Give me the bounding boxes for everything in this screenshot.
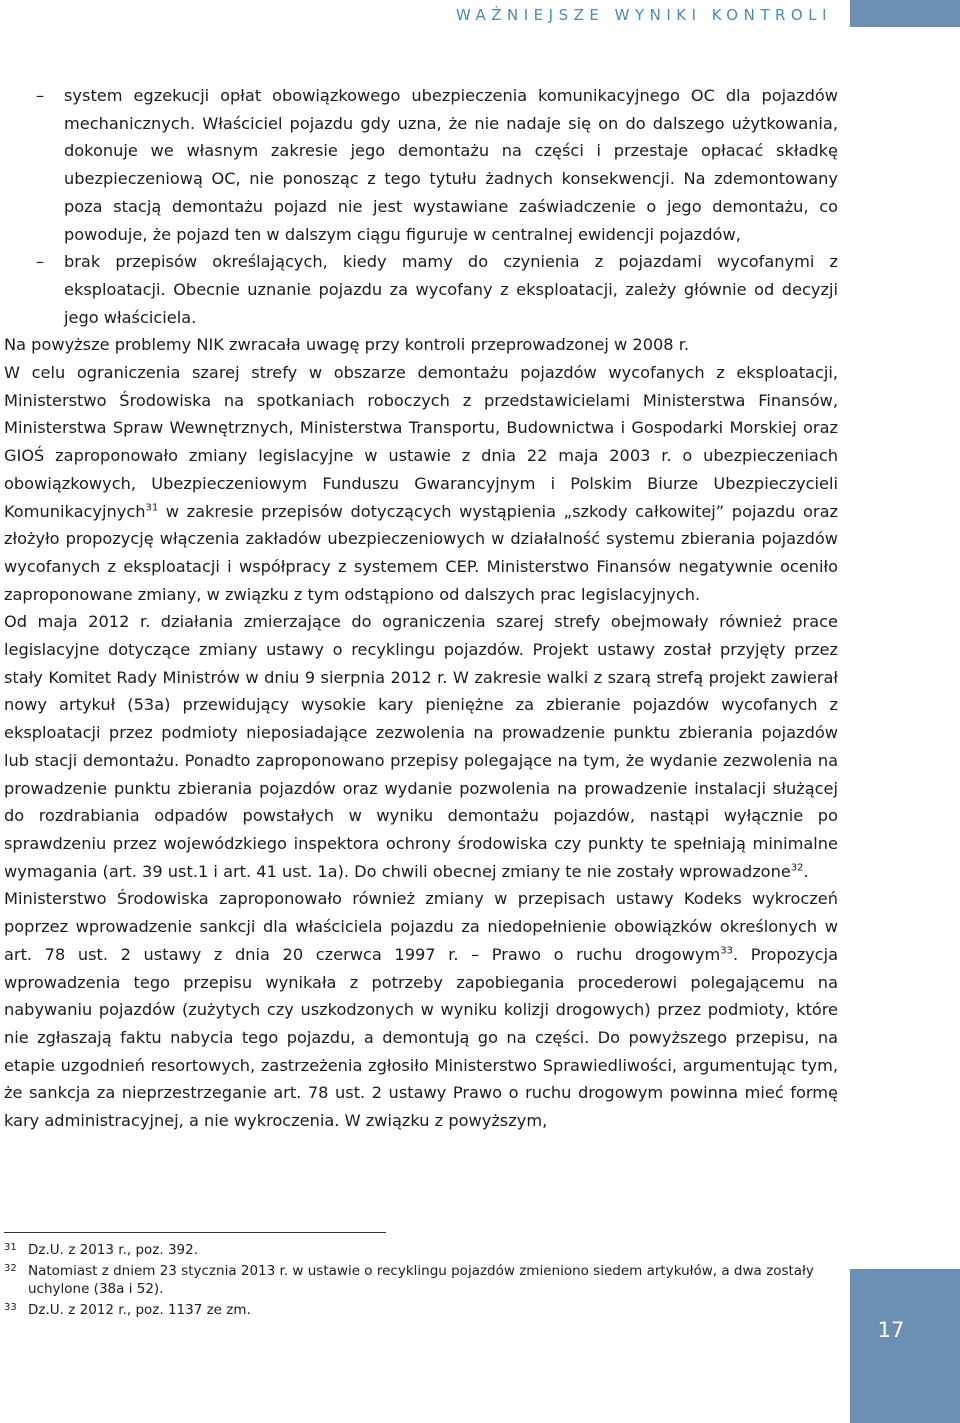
paragraph-2-text-b: w zakresie przepisów dotyczących wystąpienia „szkody całkowitej” pojazdu oraz złożyło propozycję włączenia zakładów ubezpieczeniowych w działalność systemu zbierania pojazdów wycofanych z eksploatacji i współpracy z systemem CEP. Ministerstwo Finansów negatywnie oceniło zaproponowane zmiany, w związku z tym odstąpiono od dalszych prac legislacyjnych.	[4, 501, 838, 604]
bullet-dash: –	[36, 86, 45, 105]
paragraph-3-text-a: Od maja 2012 r. działania zmierzające do ograniczenia szarej strefy obejmowały również prace legislacyjne dotyczące zmiany ustawy o recyklingu pojazdów. Projekt ustawy został przyjęty przez stały Komitet Rady Ministrów w dniu 9 sierpnia 2012 r. W zakresie walki z szarą strefą projekt zawierał nowy artykuł (53a) przewidujący wysokie kary pieniężne za zbieranie pojazdów wycofanych z eksploatacji przez podmioty nieposiadające zezwolenia na prowadzenie punktu zbierania pojazdów lub stacji demontażu. Ponadto zaproponowano przepisy polegające na tym, że wydanie zezwolenia na prowadzenie punktu zbierania pojazdów oraz wydanie pozwolenia na prowadzenie instalacji służącej do rozdrabiania odpadów powstałych w wyniku demontażu pojazdów, nastąpi wyłącznie po sprawdzeniu przez wojewódzkiego inspektora ochrony środowiska czy punkty te spełniają minimalne wymagania (art. 39 ust.1 i art. 41 ust. 1a). Do chwili obecnej zmiany te nie zostały wprowadzone	[4, 612, 838, 881]
footnote-number: 33	[4, 1302, 17, 1313]
footnotes	[4, 1238, 840, 1319]
paragraph-4-text-a: Ministerstwo Środowiska zaproponowało również zmiany w przepisach ustawy Kodeks wykroczeń poprzez wprowadzenie sankcji dla właściciela pojazdu za niedopełnienie obowiązków określonych w art. 78 ust. 2 ustawy z dnia 20 czerwca 1997 r. – Prawo o ruchu drogowym	[4, 889, 838, 964]
footnote-ref-33: 33	[720, 945, 733, 957]
paragraph-4-text-b: . Propozycja wprowadzenia tego przepisu wynikała z potrzeby zapobiegania procederowi polegającemu na nabywaniu pojazdów (zużytych czy uszkodzonych w wyniku kolizji drogowych) przez podmioty, które nie zgłaszają faktu nabycia tego pojazdu, a demontują go na części. Do powyższego przepisu, na etapie uzgodnień resortowych, zastrzeżenia zgłosiło Ministerstwo Sprawiedliwości, argumentując tym, że sankcja za nieprzestrzeganie art. 78 ust. 2 ustawy Prawo o ruchu drogowym powinna mieć formę kary administracyjnej, a nie wykroczenia. W związku z powyższym,	[4, 944, 838, 1131]
header-color-block	[850, 0, 960, 27]
bullet-item-2	[4, 248, 838, 331]
running-header: WAŻNIEJSZE WYNIKI KONTROLI	[455, 6, 832, 24]
footnote-ref-32: 32	[790, 862, 804, 874]
page-tab	[850, 1289, 960, 1423]
footnote-divider	[4, 1232, 386, 1233]
paragraph-4	[4, 885, 838, 1134]
footnote-text: Natomiast z dniem 23 stycznia 2013 r. w ustawie o recyklingu pojazdów zmieniono siedem artykułów, a dwa zostały uchylone (38a i 52).	[28, 1263, 814, 1297]
page-tab-top	[850, 1269, 960, 1289]
paragraph-2-text-a: W celu ograniczenia szarej strefy w obszarze demontażu pojazdów wycofanych z eksploatacji, Ministerstwo Środowiska na spotkaniach roboczych z przedstawicielami Ministerstwa Finansów, Ministerstwa Spraw Wewnętrznych, Ministerstwa Transportu, Budownictwa i Gospodarki Morskiej oraz GIOŚ zaproponowało zmiany legislacyjne w ustawie z dnia 22 maja 2003 r. o ubezpieczeniach obowiązkowych, Ubezpieczeniowym Funduszu Gwarancyjnym i Polskim Biurze Ubezpieczycieli Komunikacyjnych	[4, 363, 838, 521]
main-text	[4, 82, 838, 1135]
footnote-31	[4, 1241, 840, 1259]
bullet-text: system egzekucji opłat obowiązkowego ubezpieczenia komunikacyjnego OC dla pojazdów mechanicznych. Właściciel pojazdu gdy uzna, że nie nadaje się on do dalszego użytkowania, dokonuje we własnym zakresie jego demontażu na części i przestaje opłacać składkę ubezpieczeniową OC, nie ponosząc z tego tytułu żadnych konsekwencji. Na zdemontowany poza stacją demontażu pojazd nie jest wystawiane zaświadczenie o jego demontażu, co powoduje, że pojazd ten w dalszym ciągu figuruje w centralnej ewidencji pojazdów,	[64, 86, 838, 244]
bullet-dash: –	[36, 252, 45, 272]
footnote-number: 32	[4, 1263, 17, 1274]
paragraph-1: Na powyższe problemy NIK zwracała uwagę przy kontroli przeprowadzonej w 2008 r.	[4, 335, 690, 355]
footnote-number: 31	[4, 1242, 17, 1253]
paragraph-3-text-b: .	[803, 861, 809, 881]
paragraph-3	[4, 608, 838, 885]
bullet-item-1	[4, 82, 838, 248]
footnote-32	[4, 1262, 840, 1298]
bullet-text: brak przepisów określających, kiedy mamy do czynienia z pojazdami wycofanymi z eksploatacji. Obecnie uznanie pojazdu za wycofany z eksploatacji, zależy głównie od decyzji jego właściciela.	[64, 252, 838, 327]
footnote-33	[4, 1301, 840, 1319]
footnote-text: Dz.U. z 2012 r., poz. 1137 ze zm.	[28, 1302, 251, 1318]
footnote-text: Dz.U. z 2013 r., poz. 392.	[28, 1242, 199, 1258]
page-number: 17	[877, 1318, 905, 1342]
footnote-ref-31: 31	[145, 502, 159, 514]
paragraph-2	[4, 359, 838, 608]
